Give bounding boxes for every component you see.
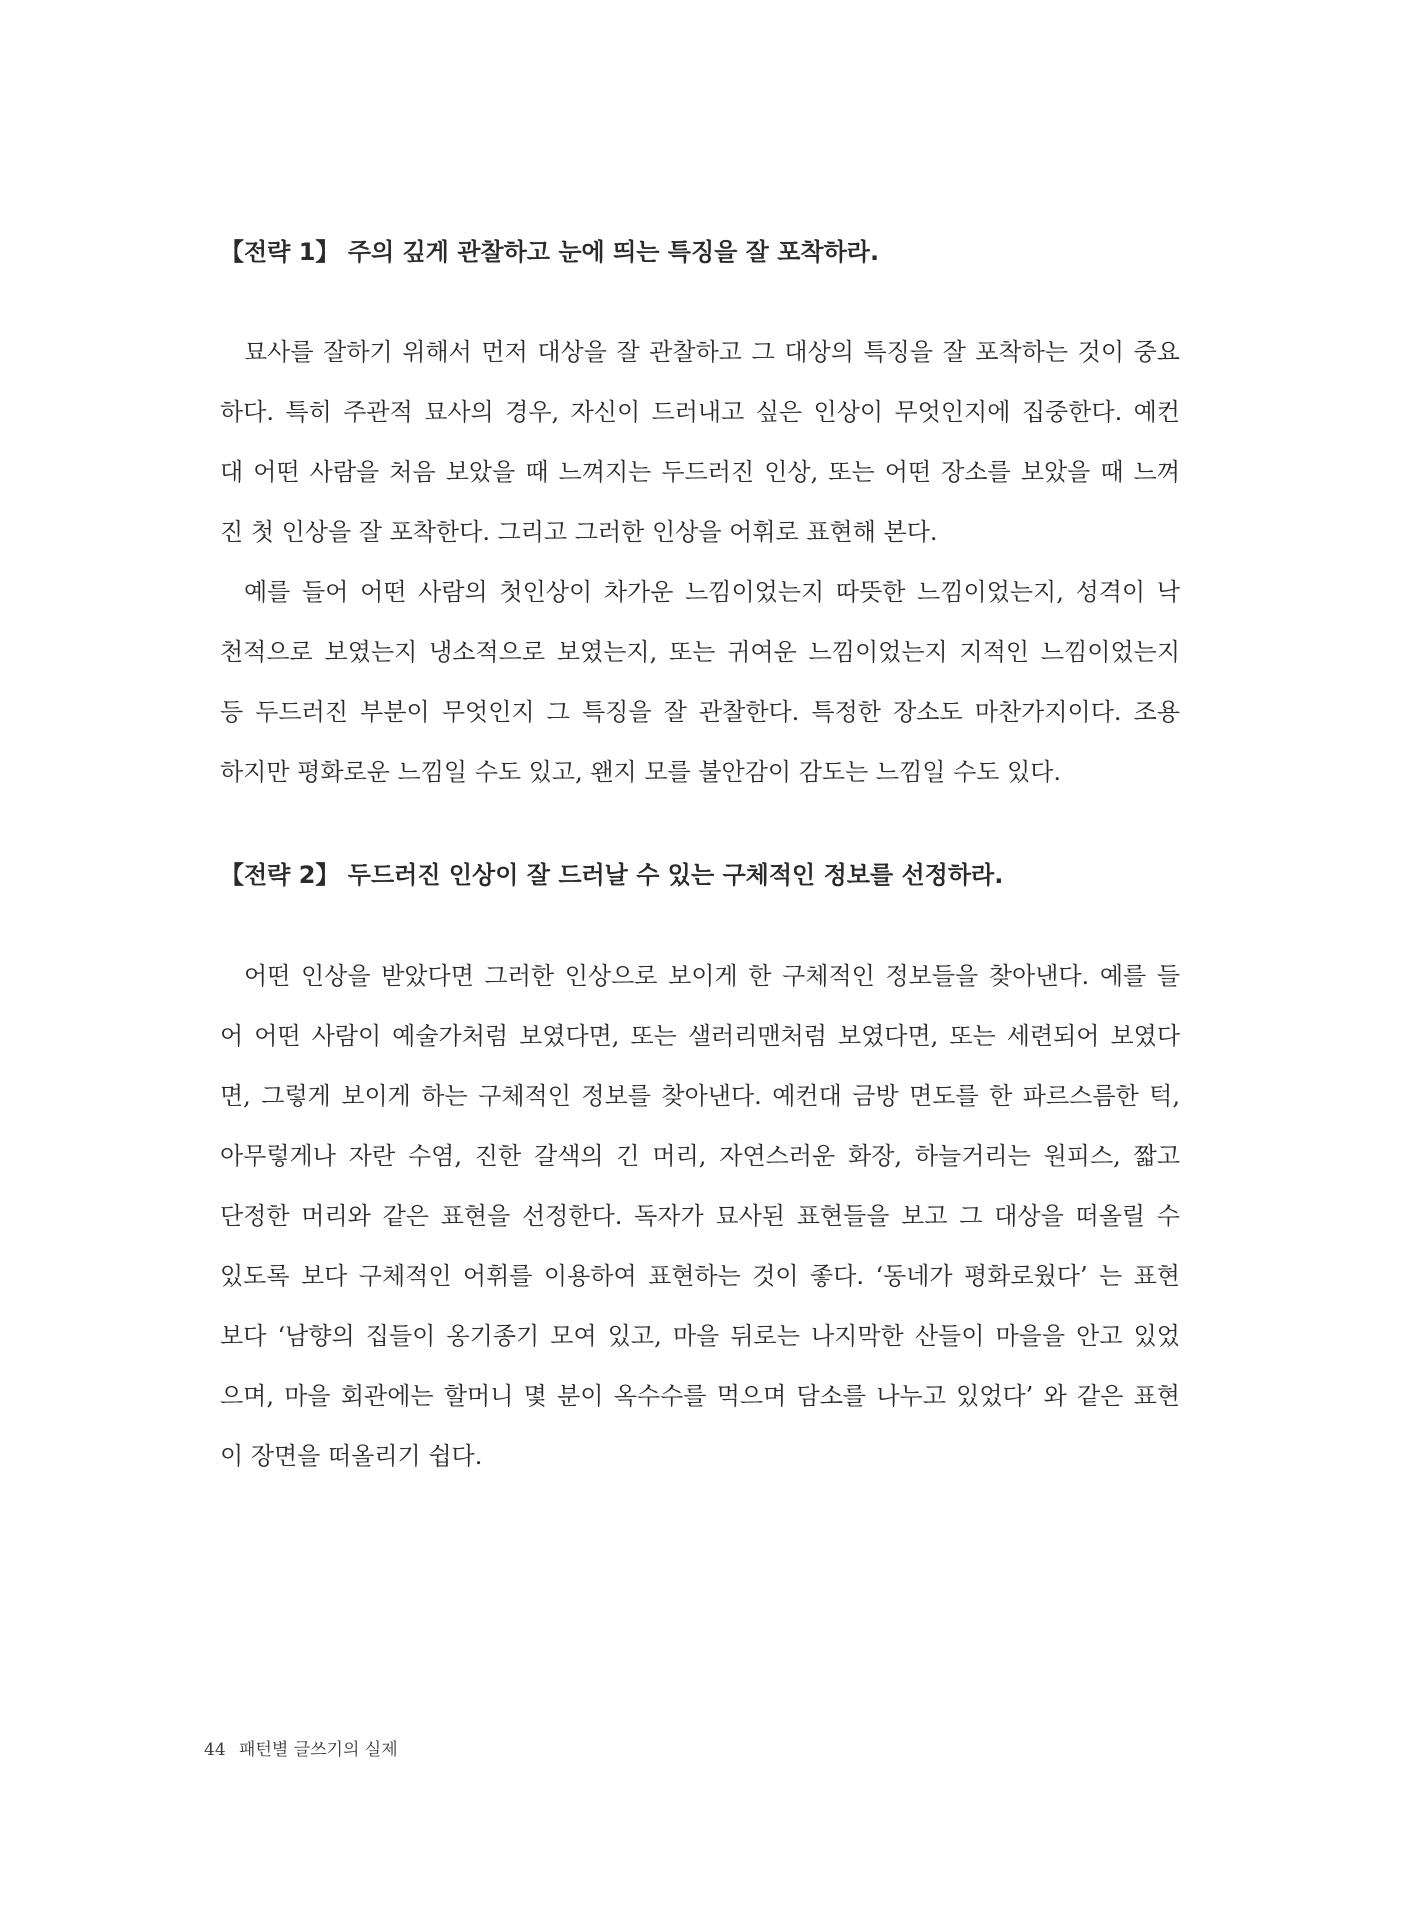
paragraph-line: 이 장면을 떠올리기 쉽다. <box>220 1442 483 1470</box>
paragraph-line: 있도록 보다 구체적인 어휘를 이용하여 표현하는 것이 좋다. ‘동네가 평화로웠다’ 는 표현 <box>220 1262 1180 1290</box>
paragraph-line: 단정한 머리와 같은 표현을 선정한다. 독자가 묘사된 표현들을 보고 그 대상을 떠올릴 수 <box>220 1202 1180 1230</box>
book-title: 패턴별 글쓰기의 실제 <box>239 1740 398 1760</box>
paragraph-line: 예를 들어 어떤 사람의 첫인상이 차가운 느낌이었는지 따뜻한 느낌이었는지, 성격이 낙 <box>244 578 1180 606</box>
paragraph-line: 보다 ‘남향의 집들이 옹기종기 모여 있고, 마을 뒤로는 나지막한 산들이 마을을 안고 있었 <box>220 1322 1180 1350</box>
paragraph-line: 하지만 평화로운 느낌일 수도 있고, 왠지 모를 불안감이 감도는 느낌일 수도 있다. <box>220 758 1062 786</box>
section-body <box>220 322 1180 802</box>
paragraph-line: 면, 그렇게 보이게 하는 구체적인 정보를 찾아낸다. 예컨대 금방 면도를 한 파르스름한 턱, <box>220 1082 1180 1110</box>
page-number: 44 <box>204 1740 226 1760</box>
paragraph-line: 묘사를 잘하기 위해서 먼저 대상을 잘 관찰하고 그 대상의 특징을 잘 포착하는 것이 중요 <box>244 338 1180 366</box>
paragraph-line: 하다. 특히 주관적 묘사의 경우, 자신이 드러내고 싶은 인상이 무엇인지에 집중한다. 예컨 <box>220 398 1180 426</box>
paragraph-line: 어떤 인상을 받았다면 그러한 인상으로 보이게 한 구체적인 정보들을 찾아낸다. 예를 들 <box>244 962 1180 990</box>
section-heading: 【전략 1】 주의 깊게 관찰하고 눈에 띄는 특징을 잘 포착하라. <box>220 238 880 266</box>
section-heading: 【전략 2】 두드러진 인상이 잘 드러날 수 있는 구체적인 정보를 선정하라. <box>220 861 1004 889</box>
paragraph-line: 아무렇게나 자란 수염, 진한 갈색의 긴 머리, 자연스러운 화장, 하늘거리는 원피스, 짧고 <box>220 1142 1180 1170</box>
paragraph-line: 대 어떤 사람을 처음 보았을 때 느껴지는 두드러진 인상, 또는 어떤 장소를 보았을 때 느껴 <box>220 458 1180 486</box>
paragraph-line: 등 두드러진 부분이 무엇인지 그 특징을 잘 관찰한다. 특정한 장소도 마찬가지이다. 조용 <box>220 698 1180 726</box>
paragraph-line: 천적으로 보였는지 냉소적으로 보였는지, 또는 귀여운 느낌이었는지 지적인 느낌이었는지 <box>220 638 1180 666</box>
paragraph-line: 으며, 마을 회관에는 할머니 몇 분이 옥수수를 먹으며 담소를 나누고 있었다’ 와 같은 표현 <box>220 1382 1180 1410</box>
section-body <box>220 946 1180 1486</box>
paragraph-line: 진 첫 인상을 잘 포착한다. 그리고 그러한 인상을 어휘로 표현해 본다. <box>220 518 938 546</box>
paragraph-line: 어 어떤 사람이 예술가처럼 보였다면, 또는 샐러리맨처럼 보였다면, 또는 세련되어 보였다 <box>220 1022 1180 1050</box>
page-footer <box>204 1738 398 1762</box>
